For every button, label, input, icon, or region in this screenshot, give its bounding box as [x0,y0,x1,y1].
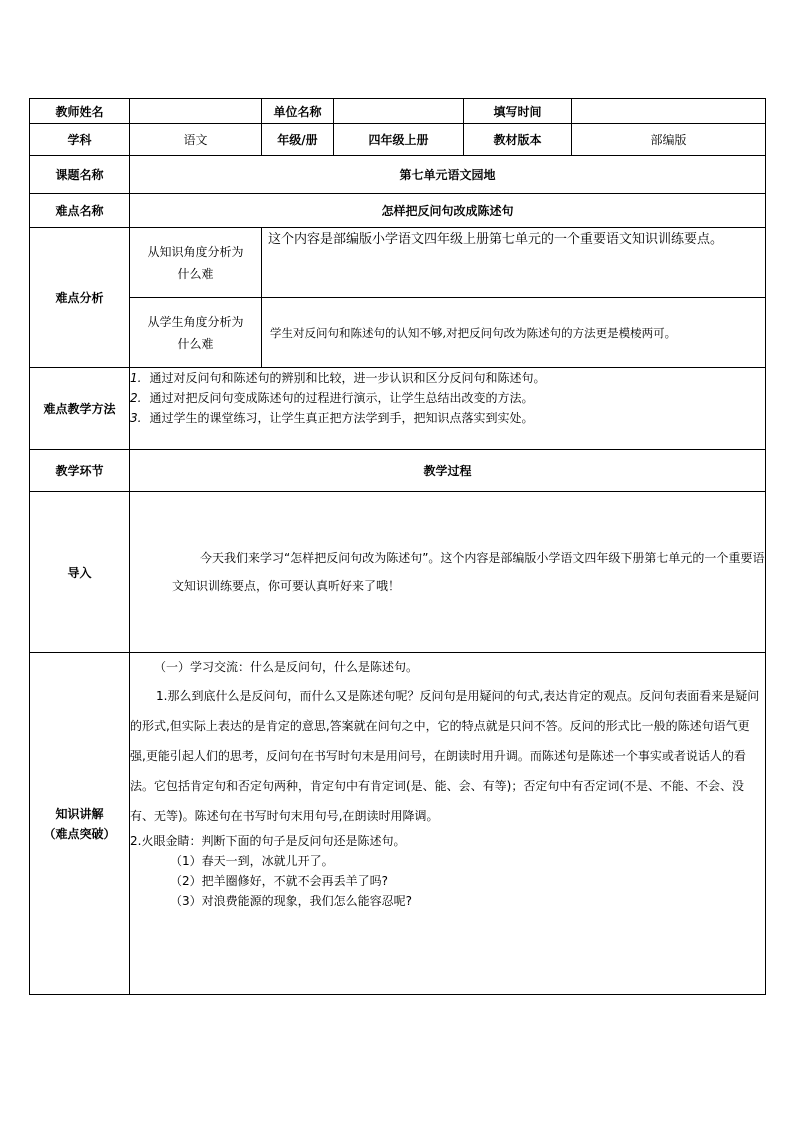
method-item: 2. 通过对把反问句变成陈述句的过程进行演示，让学生总结出改变的方法。 [130,391,534,405]
student-angle-label: 从学生角度分析为什么难 [130,298,262,368]
unit-name-label: 单位名称 [262,99,334,124]
unit-name-value [334,99,464,124]
difficulty-name-label: 难点名称 [30,194,130,228]
header-row-2 [30,124,766,156]
example-sentence: （1）春天一到，冰就儿开了。 [170,854,334,868]
difficulty-row [30,194,766,228]
intro-label: 导入 [30,492,130,653]
subject-label: 学科 [30,124,130,156]
lesson-title-value: 第七单元语文园地 [130,156,766,194]
teacher-name-label: 教师姓名 [30,99,130,124]
method-item: 3. 通过学生的课堂练习，让学生真正把方法学到手，把知识点落实到实处。 [130,411,534,425]
exercise-prompt: 2.火眼金睛：判断下面的句子是反问句还是陈述句。 [130,834,406,848]
edition-value: 部编版 [572,124,766,156]
lesson-row [30,156,766,194]
knowledge-angle-text: 这个内容是部编版小学语文四年级上册第七单元的一个重要语文知识训练要点。 [262,228,766,298]
example-sentence: （2）把羊圈修好，不就不会再丢羊了吗? [170,874,389,888]
subject-value: 语文 [130,124,262,156]
knowledge-row [30,653,766,995]
definition-paragraph: 1.那么到底什么是反问句，而什么又是陈述句呢？反问句是用疑问的句式,表达肯定的观点。反问句表面看来是疑问的形式,但实际上表达的是肯定的意思,答案就在问句之中，它的特点就是只问不答。反问的形式比一般的陈述句语气更强,更能引起人们的思考，反问句在书写时句末是用问号，在朗读时用升调。而陈述句是陈述一个事实或者说话人的看法。它包括肯定句和否定句两种，肯定句中有肯定词(是、能、会、有等)；否定句中有否定词(不是、不能、不会、没有、无等)。陈述句在书写时句末用句号,在朗读时用降调。 [130,689,760,823]
edition-label: 教材版本 [464,124,572,156]
knowledge-content [130,653,766,995]
difficulty-analysis-label: 难点分析 [30,228,130,368]
process-header-row [30,450,766,492]
header-row-1 [30,99,766,124]
knowledge-label-line2: （难点突破） [43,826,116,841]
student-angle-text: 学生对反问句和陈述句的认知不够,对把反问句改为陈述句的方法更是模棱两可。 [262,298,766,368]
fill-date-value [572,99,766,124]
method-item: 1. 通过对反问句和陈述句的辨别和比较，进一步认识和区分反问句和陈述句。 [130,371,546,385]
teaching-stage-label: 教学环节 [30,450,130,492]
lesson-title-label: 课题名称 [30,156,130,194]
analysis-row-knowledge [30,228,766,298]
example-sentence: （3）对浪费能源的现象，我们怎么能容忍呢? [170,894,413,908]
knowledge-label-line1: 知识讲解 [55,806,104,821]
methods-row [30,368,766,450]
teaching-methods-list [130,368,766,450]
teaching-methods-label: 难点教学方法 [30,368,130,450]
teacher-name-value [130,99,262,124]
grade-label: 年级/册 [262,124,334,156]
analysis-row-student [30,298,766,368]
intro-text: 今天我们来学习“怎样把反问句改为陈述句”。这个内容是部编版小学语文四年级下册第七单元的一个重要语文知识训练要点，你可要认真听好来了哦！ [130,492,766,653]
teaching-process-label: 教学过程 [130,450,766,492]
fill-date-label: 填写时间 [464,99,572,124]
difficulty-name-value: 怎样把反问句改成陈述句 [130,194,766,228]
section-title: （一）学习交流：什么是反问句，什么是陈述句。 [154,660,419,674]
grade-value: 四年级上册 [334,124,464,156]
intro-row [30,492,766,653]
knowledge-label [30,653,130,995]
knowledge-angle-label: 从知识角度分析为什么难 [130,228,262,298]
lesson-plan-table [29,98,766,995]
